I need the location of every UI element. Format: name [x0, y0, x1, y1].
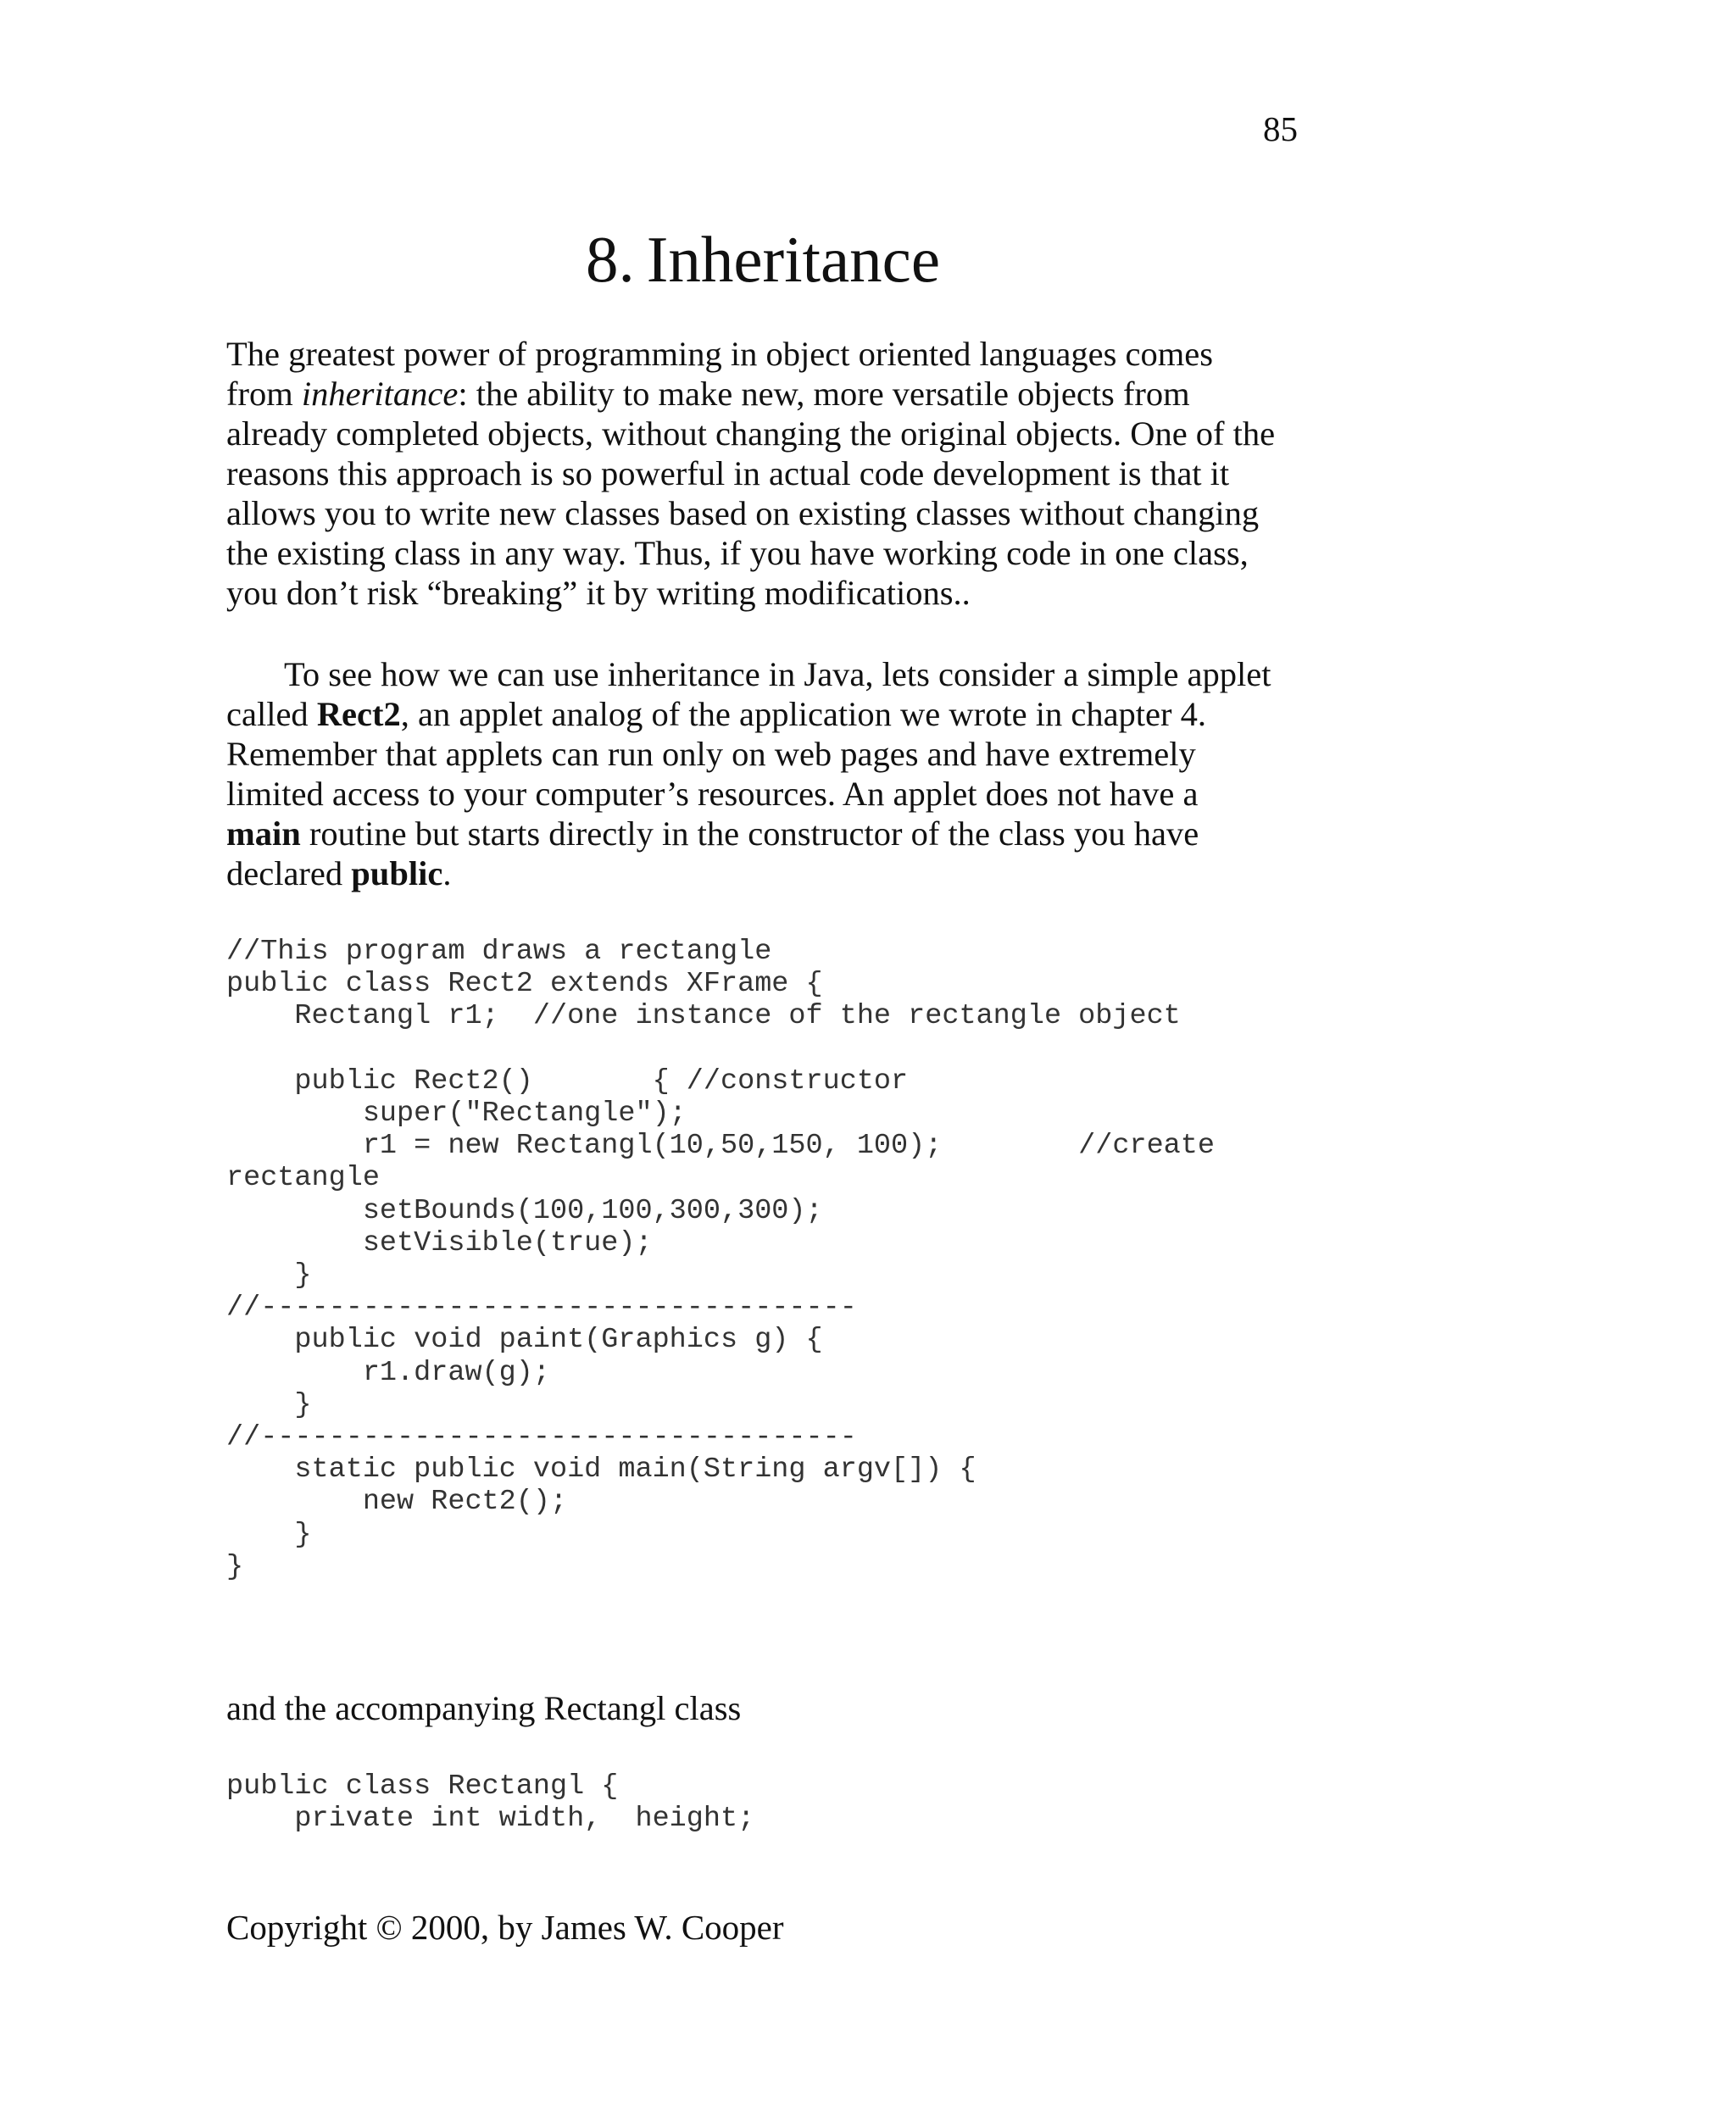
paragraph-line: declared: [226, 854, 352, 892]
paragraph-line: : the ability to make new, more versatile objects from: [458, 375, 1190, 413]
code-listing-rect2: //This program draws a rectangle public class Rect2 extends XFrame { Rectangl r1; //one instance of the rectangle object public Rect2() { //constructor super("Rectangle"); r1 = new Rectangl(10,50,150, 100); //create rectangle setBounds(100,100,300,300); setVisible(true); } //----------------------------------- public void paint(Graphics g) { r1.draw(g); } //----------------------------------- static public void main(String argv[]) { new Rect2(); } }: [226, 936, 1215, 1583]
paragraph-line: routine but starts directly in the constructor of the class you have: [300, 814, 1199, 853]
paragraph-line: limited access to your computer’s resources. An applet does not have a: [226, 775, 1199, 813]
chapter-title: [0, 222, 1526, 297]
paragraph-line: .: [442, 854, 452, 892]
paragraph-line: Remember that applets can run only on web pages and have extremely: [226, 735, 1196, 773]
bold-term: main: [226, 814, 301, 853]
bold-term: public: [351, 854, 443, 892]
code-listing-rectangl: public class Rectangl { private int width, height;: [226, 1770, 755, 1836]
chapter-title-text: Inheritance: [646, 223, 941, 296]
intro-paragraph: [226, 334, 1345, 613]
copyright-footer: Copyright © 2000, by James W. Cooper: [226, 1908, 784, 1947]
paragraph-line: already completed objects, without changing the original objects. One of the: [226, 414, 1276, 453]
paragraph-line: called: [226, 695, 317, 733]
caption-text: and the accompanying Rectangl class: [226, 1689, 742, 1727]
paragraph-line: The greatest power of programming in object oriented languages comes: [226, 335, 1213, 373]
paragraph-line: allows you to write new classes based on existing classes without changing: [226, 494, 1260, 532]
paragraph-line: To see how we can use inheritance in Java, lets consider a simple applet: [284, 655, 1271, 693]
page-number: 85: [1263, 109, 1298, 148]
applet-paragraph: [226, 654, 1345, 893]
emphasis-term: inheritance: [301, 375, 459, 413]
bold-term: Rect2: [316, 695, 401, 733]
paragraph-line: , an applet analog of the application we wrote in chapter 4.: [400, 695, 1207, 733]
paragraph-line: from: [226, 375, 302, 413]
paragraph-line: reasons this approach is so powerful in actual code development is that it: [226, 454, 1230, 492]
chapter-number: 8.: [585, 223, 635, 296]
paragraph-line: the existing class in any way. Thus, if you have working code in one class,: [226, 534, 1249, 572]
paragraph-line: you don’t risk “breaking” it by writing modifications..: [226, 574, 971, 612]
